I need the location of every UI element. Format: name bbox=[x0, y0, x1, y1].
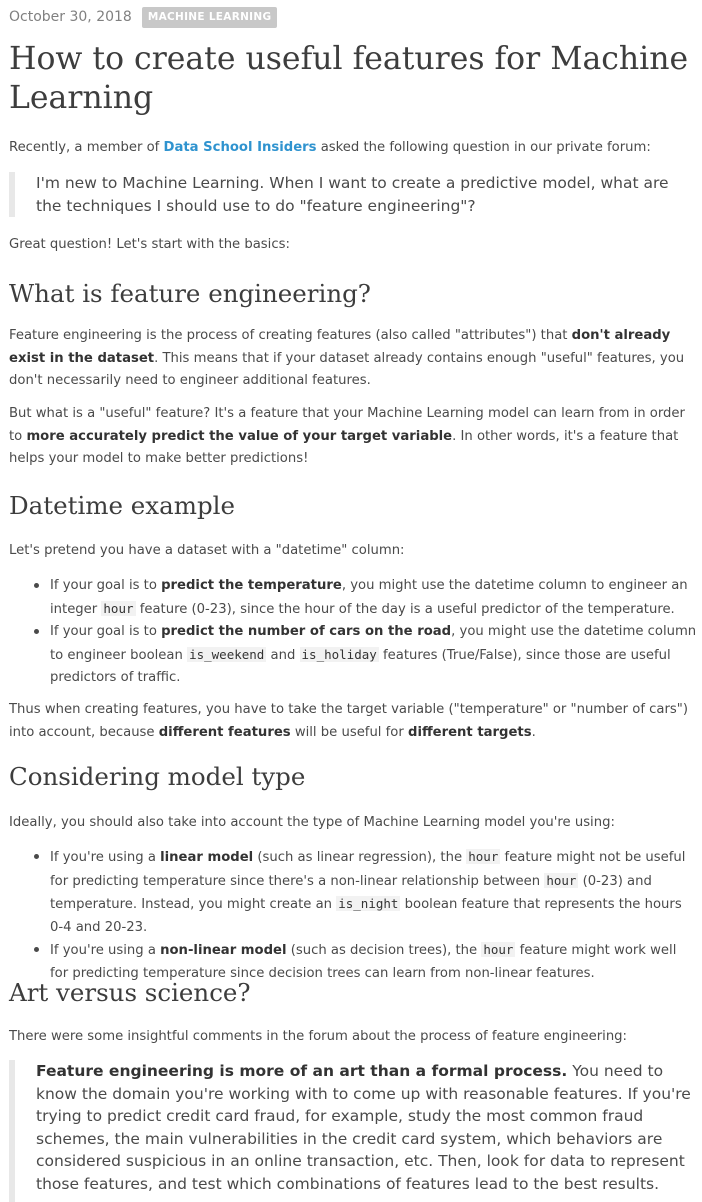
bold-text: Feature engineering is more of an art than a formal process. bbox=[36, 1062, 568, 1080]
inline-code: hour bbox=[103, 600, 134, 616]
inline-code: hour bbox=[468, 849, 499, 864]
inline-code: is_weekend bbox=[189, 646, 265, 662]
text: will be useful for bbox=[290, 724, 408, 740]
heading-art-versus-science: Art versus science? bbox=[9, 978, 251, 1007]
inline-code: is_night bbox=[338, 896, 399, 911]
heading-considering-model-type: Considering model type bbox=[9, 762, 306, 791]
bold-text: don't already exist in the dataset bbox=[9, 328, 671, 366]
art-intro: There were some insightful comments in the forum about the process of feature engineering: bbox=[9, 1029, 627, 1044]
data-school-insiders-link[interactable]: Data School Insiders bbox=[163, 140, 317, 155]
question-quote: I'm new to Machine Learning. When I want to create a predictive model, what are the techniques I should use to do "feature engineering"? bbox=[9, 172, 697, 217]
text: Thus when creating features, you have to take the target variable ("temperature" or "number of cars") into account, because bbox=[9, 702, 688, 740]
datetime-list bbox=[9, 575, 697, 690]
text: If your goal is to bbox=[50, 578, 162, 593]
text: and bbox=[266, 647, 300, 663]
page-title: How to create useful features for Machine Learning bbox=[9, 41, 689, 116]
bold-text: different features bbox=[158, 724, 291, 740]
model-intro: Ideally, you should also take into account the type of Machine Learning model you're using: bbox=[9, 815, 615, 830]
great-question-paragraph: Great question! Let's start with the basics: bbox=[9, 237, 290, 252]
definition-paragraph bbox=[9, 325, 697, 393]
text: (such as linear regression), the bbox=[253, 850, 467, 865]
text: If your goal is to bbox=[50, 624, 162, 639]
list-item bbox=[9, 846, 697, 939]
bold-text: non-linear model bbox=[160, 943, 287, 958]
inline-code: hour bbox=[546, 872, 577, 888]
inline-code: hour bbox=[483, 942, 514, 957]
heading-what-is-feature-engineering: What is feature engineering? bbox=[9, 279, 371, 308]
bold-text: different targets bbox=[408, 724, 532, 740]
text: But what is a "useful" feature? It's a feature that your Machine Learning model can learn from in order to bbox=[9, 406, 685, 444]
category-tag[interactable]: MACHINE LEARNING bbox=[142, 7, 278, 28]
text: Feature engineering is the process of creating features (also called "attributes") that bbox=[9, 328, 572, 343]
text: You need to know the domain you're working with to come up with reasonable features. If you're trying to predict credit card fraud, for example, study the most common fraud schemes, the main vulnerabilities in the credit card system, which behaviors are considered suspicious in an online transaction, etc. Then, look for data to represent those features, and test which combinations of features lead to the best results. bbox=[36, 1062, 691, 1193]
bold-text: predict the temperature bbox=[161, 578, 342, 593]
bold-text: linear model bbox=[160, 850, 254, 865]
text: feature might work well for predicting temperature since decision trees can learn from non-linear features. bbox=[50, 943, 677, 981]
heading-datetime-example: Datetime example bbox=[9, 491, 235, 520]
intro-paragraph bbox=[9, 137, 697, 160]
inline-code: is_holiday bbox=[301, 646, 377, 662]
datetime-outro bbox=[9, 699, 697, 744]
post-date: October 30, 2018 bbox=[9, 9, 132, 25]
text: feature (0-23), since the hour of the day is a useful predictor of the temperature. bbox=[135, 601, 675, 617]
text: features (True/False), since those are useful predictors of traffic. bbox=[50, 647, 671, 685]
list-item bbox=[9, 621, 697, 690]
intro-text-after: asked the following question in our private forum: bbox=[316, 140, 651, 155]
text: feature might not be useful for predicting temperature since there's a non-linear relationship between bbox=[50, 850, 686, 889]
text: . In other words, it's a feature that helps your model to make better predictions! bbox=[9, 428, 679, 466]
text: (such as decision trees), the bbox=[286, 943, 482, 958]
post-meta bbox=[9, 6, 277, 28]
intro-text-before: Recently, a member of bbox=[9, 140, 164, 155]
model-list bbox=[9, 846, 697, 985]
text: . This means that if your dataset already contains enough "useful" features, you don't necessarily need to engineer additional features. bbox=[9, 350, 685, 388]
bold-text: predict the number of cars on the road bbox=[161, 624, 452, 639]
text: , you might use the datetime column to engineer an integer bbox=[50, 578, 688, 617]
forum-quote bbox=[9, 1060, 697, 1202]
text: boolean feature that represents the hours 0-4 and 20-23. bbox=[50, 897, 682, 935]
datetime-intro: Let's pretend you have a dataset with a "datetime" column: bbox=[9, 543, 405, 558]
text: . bbox=[531, 724, 536, 740]
list-item bbox=[9, 575, 697, 621]
bold-text: more accurately predict the value of your target variable bbox=[26, 428, 453, 444]
text: If you're using a bbox=[50, 943, 161, 958]
text: , you might use the datetime column to engineer boolean bbox=[50, 624, 697, 663]
text: If you're using a bbox=[50, 850, 161, 865]
text: (0-23) and temperature. Instead, you might create an bbox=[50, 873, 652, 912]
useful-feature-paragraph bbox=[9, 403, 697, 471]
